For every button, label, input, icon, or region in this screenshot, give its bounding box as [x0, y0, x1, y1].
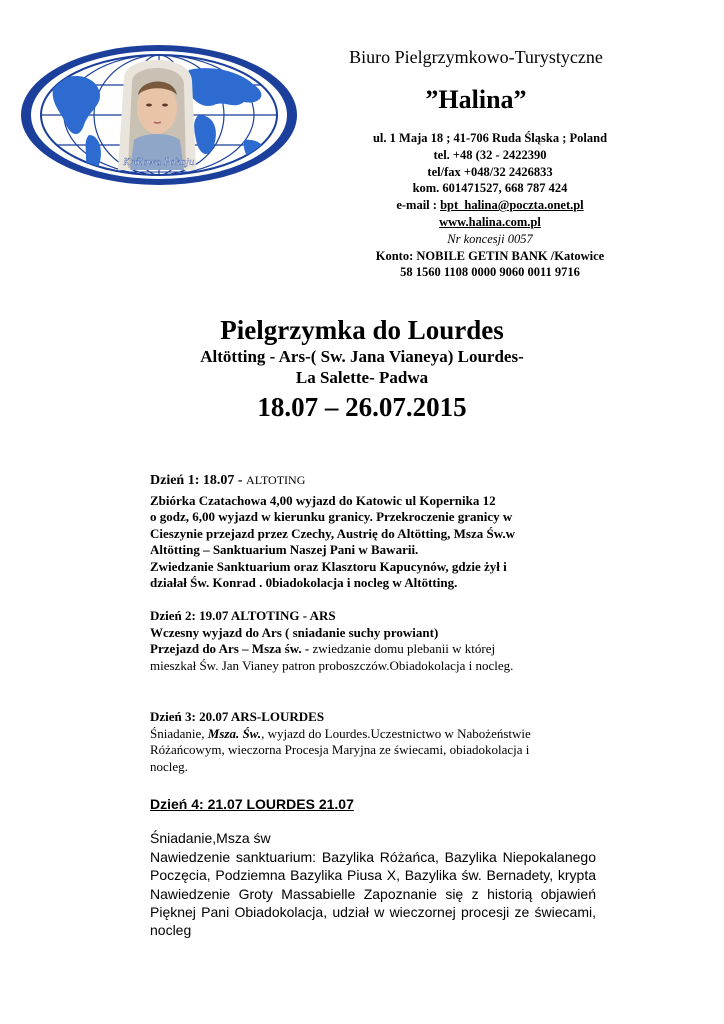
day-3-heading: Dzień 3: 20.07 ARS-LOURDES	[150, 709, 325, 724]
day-1-line: Altötting – Sanktuarium Naszej Pani w Bawarii.	[150, 542, 419, 557]
trip-dates: 18.07 – 26.07.2015	[257, 392, 467, 422]
trip-title-block	[0, 315, 724, 423]
day-1-line: Cieszynie przejazd przez Czechy, Austrię do Altötting, Msza Św.w	[150, 525, 516, 541]
day-2-line	[150, 641, 590, 658]
company-logo	[14, 40, 304, 190]
company-name: ”Halina”	[425, 85, 527, 114]
trip-route-2: La Salette- Padwa	[295, 368, 429, 387]
mobile-line: kom. 601471527, 668 787 424	[412, 181, 568, 196]
day-2-heading: Dzień 2: 19.07 ALTOTING - ARS	[150, 608, 336, 623]
bank-line: Konto: NOBILE GETIN BANK /Katowice	[375, 248, 605, 263]
day-3-text	[150, 726, 570, 776]
day-3-text-c: , wyjazd do Lourdes.Uczestnictwo w Nabożeństwie Różańcowym, wieczorna Procesja Maryjna ze świecami, obiadokolacja i nocleg.	[150, 725, 531, 774]
day-2-line: mieszkał Św. Jan Vianey patron proboszczów.Obiadokolacja i nocleg.	[150, 657, 514, 673]
day-2-line-bold: Przejazd do Ars – Msza św. -	[150, 641, 313, 656]
website-link[interactable]: www.halina.com.pl	[439, 214, 541, 229]
day-1-heading-place: ALTOTING	[246, 473, 306, 487]
day-3	[150, 709, 570, 775]
day-1-heading	[150, 472, 590, 490]
day-1-heading-label: Dzień 1: 18.07 -	[150, 473, 247, 488]
day-4	[150, 795, 596, 940]
day-1-line: działał Św. Konrad . 0biadokolacja i nocleg w Altötting.	[150, 575, 458, 590]
email-label: e-mail :	[396, 198, 441, 213]
trip-route-1: Altötting - Ars-( Sw. Jana Vianeya) Lourdes-	[200, 347, 524, 366]
phone-line: tel. +48 (32 - 2422390	[433, 147, 547, 162]
address-line: ul. 1 Maja 18 ; 41-706 Ruda Śląska ; Poland	[372, 131, 608, 145]
day-4-heading: Dzień 4: 21.07 LOURDES 21.07	[150, 796, 354, 812]
license-number: Nr koncesji 0057	[447, 231, 533, 246]
day-3-text-a: Śniadanie,	[150, 725, 208, 741]
account-number: 58 1560 1108 0000 9060 0011 9716	[400, 265, 580, 280]
day-1-line: Zbiórka Czatachowa 4,00 wyjazd do Katowic ul Kopernika 12	[150, 492, 496, 508]
trip-title: Pielgrzymka do Lourdes	[220, 315, 504, 345]
day-1	[150, 472, 590, 592]
day-2-line: Wczesny wyjazd do Ars ( sniadanie suchy prowiant)	[150, 624, 439, 640]
fax-line: tel/fax +048/32 2426833	[427, 164, 553, 179]
contact-block	[340, 130, 640, 281]
day-4-body: Nawiedzenie sanktuarium: Bazylika Różańca, Bazylika Niepokalanego Poczęcia, Podziemna Bazylika Piusa X, Bazylika św. Bernadety, krypta Nawiedzenie Groty Massabielle Zapoznanie się z historią objawień Pięknej Pani Obiadokolacja, udział w wieczornej procesji ze świecami, nocleg	[150, 848, 596, 939]
day-3-mass: Msza. Św.	[207, 725, 262, 741]
email-line	[340, 197, 640, 214]
day-1-line: o godz, 6,00 wyjazd w kierunku granicy. Przekroczenie granicy w	[150, 509, 513, 524]
day-2-line-rest: zwiedzanie domu plebanii w której	[312, 641, 496, 656]
day-2	[150, 608, 590, 674]
company-type: Biuro Pielgrzymkowo-Turystyczne	[349, 47, 603, 67]
day-1-line: Zwiedzanie Sanktuarium oraz Klasztoru Kapucynów, gdzie żył i	[150, 558, 507, 574]
email-link[interactable]: bpt_halina@poczta.onet.pl	[440, 198, 584, 213]
logo-caption: Królowa Pokoju	[123, 158, 195, 168]
day-4-line: Śniadanie,Msza św	[150, 830, 271, 847]
